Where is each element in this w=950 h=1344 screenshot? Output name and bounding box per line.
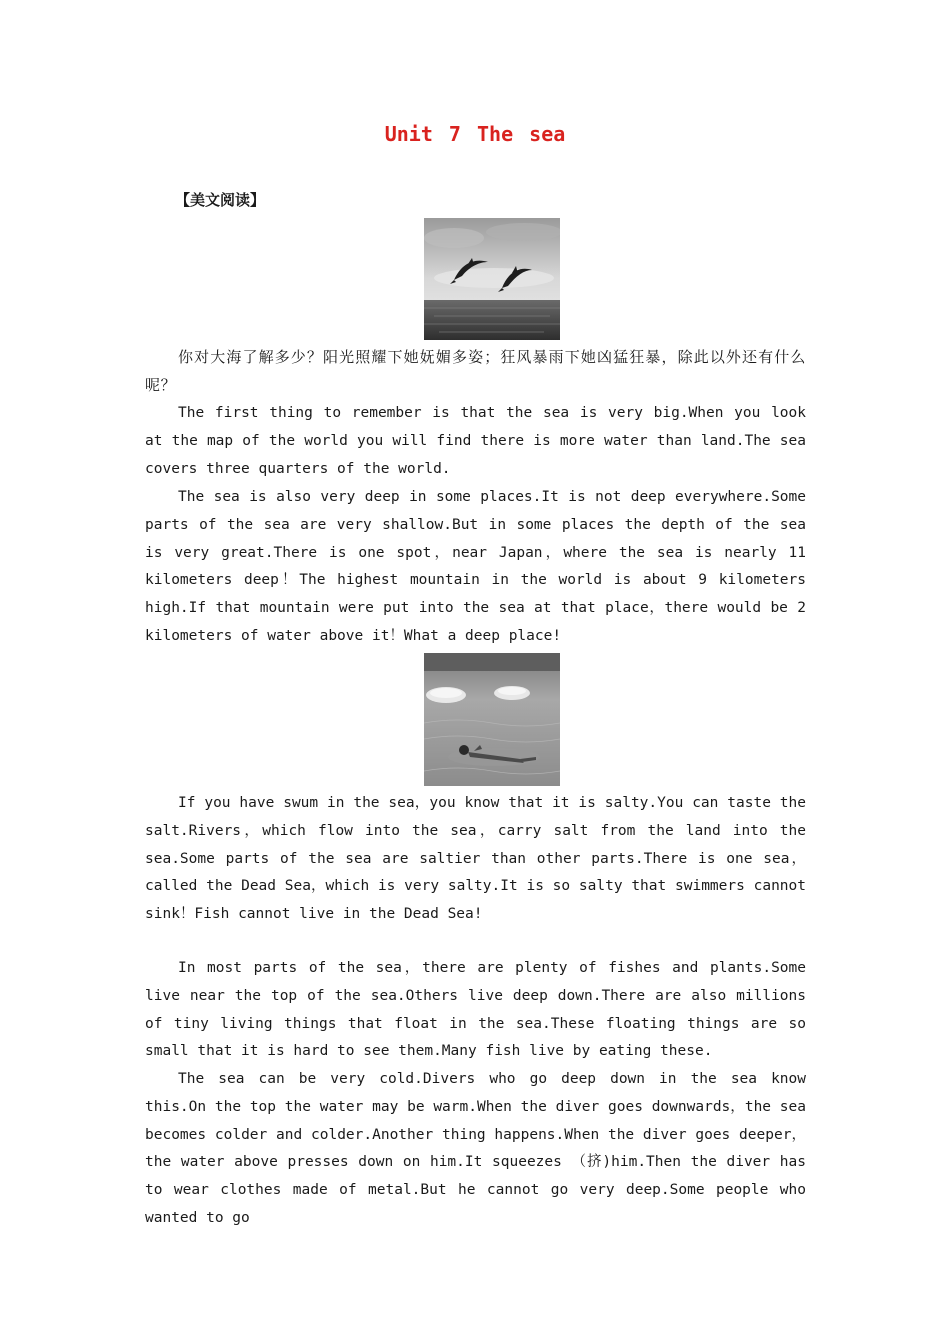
intro-paragraph: 你对大海了解多少？阳光照耀下她妩媚多姿；狂风暴雨下她凶猛狂暴，除此以外还有什么呢？ (145, 348, 806, 394)
paragraph-1: The first thing to remember is that the sea is very big.When you look at the map of the world you will find there is more water than land.The sea covers three quarters of the world. (145, 405, 806, 477)
paragraph-2: The sea is also very deep in some places.It is not deep everywhere.Some parts of the sea are very shallow.But in some places the depth of the sea is very great.There is one spot，near Japan，where the sea is nearly 11 kilometers deep！The highest mountain in the world is about 9 kilometers high.If that mountain were put into the sea at that place，there would be 2 kilometers of water above it！What a deep place! (145, 489, 806, 644)
page-title: Unit 7 The sea (384, 122, 566, 146)
paragraph-4: In most parts of the sea，there are plenty of fishes and plants.Some live near the top of the sea.Others live deep down.There are also millions of tiny living things that float in the sea.These floating things are so small that it is hard to see them.Many fish live by eating these. (145, 960, 806, 1060)
section-label: 【美文阅读】 (175, 191, 266, 209)
dolphins-photo (424, 218, 560, 340)
paragraph-5: The sea can be very cold.Divers who go deep down in the sea know this.On the top the water may be warm.When the diver goes downwards，the sea becomes colder and colder.Another thing happens.When the diver goes deeper，the water above presses down on him.It squeezes （挤)him.Then the diver has to wear clothes made of metal.But he cannot go very deep.Some people who wanted to go (145, 1071, 806, 1226)
floating-swimmer-photo (424, 653, 560, 786)
paragraph-3: If you have swum in the sea，you know that it is salty.You can taste the salt.Rivers，which flow into the sea，carry salt from the land into the sea.Some parts of the sea are saltier than other parts.There is one sea，called the Dead Sea，which is very salty.It is so salty that swimmers cannot sink！Fish cannot live in the Dead Sea! (145, 795, 806, 923)
